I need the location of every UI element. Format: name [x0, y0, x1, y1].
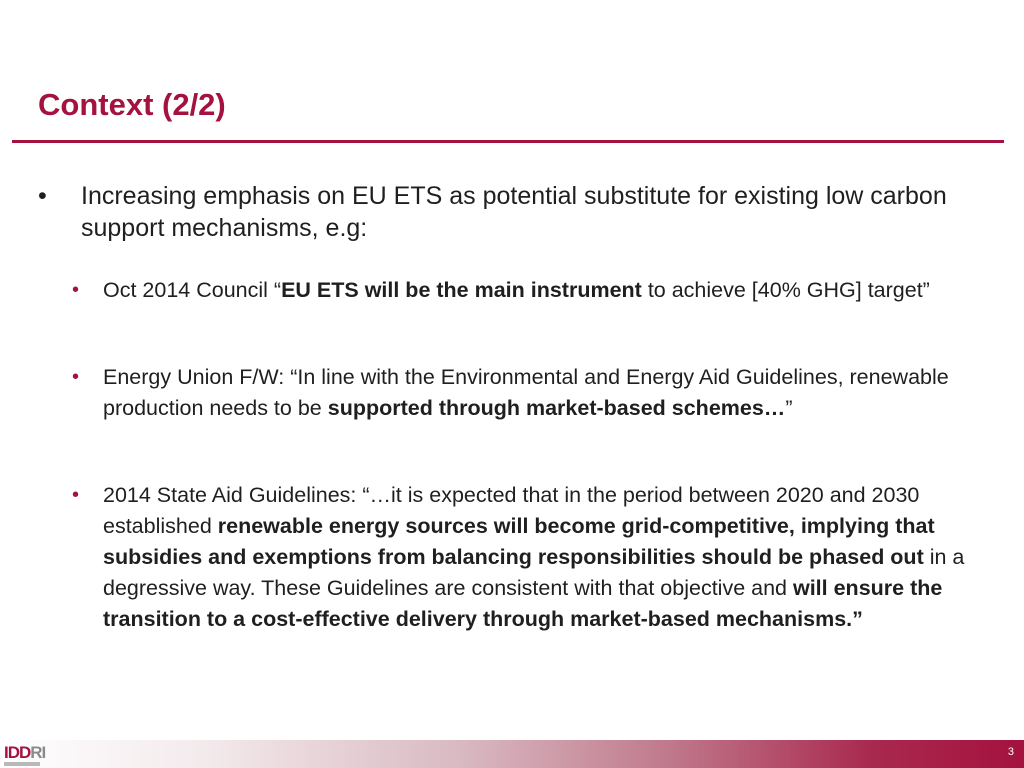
slide-title: Context (2/2)	[38, 87, 226, 122]
emphasis: will ensure the transition to a cost-effective delivery through market-based mechanisms.”	[103, 576, 943, 631]
main-bullet	[38, 180, 988, 244]
emphasis: EU ETS will be the main instrument	[281, 278, 642, 302]
emphasis: supported through market-based schemes…	[327, 396, 786, 420]
footer-bar	[0, 740, 1024, 768]
sub-bullet-marker: •	[72, 484, 80, 506]
bullet-marker: •	[38, 182, 47, 210]
sub-bullet-marker: •	[72, 279, 80, 301]
sub-bullet-energy-union	[72, 362, 972, 424]
sub-bullet-marker: •	[72, 366, 80, 388]
title-divider	[12, 140, 1004, 143]
sub-bullet-text: Energy Union F/W: “In line with the Environmental and Energy Aid Guidelines, renewable production needs to be supported through market-based schemes…”	[103, 365, 949, 420]
main-bullet-text: Increasing emphasis on EU ETS as potential substitute for existing low carbon support mechanisms, e.g:	[81, 182, 947, 242]
emphasis: renewable energy sources will become grid-competitive, implying that subsidies and exemptions from balancing responsibilities should be phased out	[103, 514, 935, 569]
sub-bullet-state-aid	[72, 480, 972, 635]
sub-bullet-text: Oct 2014 Council “EU ETS will be the main instrument to achieve [40% GHG] target”	[103, 278, 930, 302]
page-number: 3	[1007, 746, 1014, 758]
sub-bullet-text: 2014 State Aid Guidelines: “…it is expected that in the period between 2020 and 2030 established renewable energy sources will become grid-competitive, implying that subsidies and exemptions from balancing responsibilities should be phased out in a degressive way. These Guidelines are consistent with that objective and will ensure the transition to a cost-effective delivery through market-based mechanisms.”	[103, 483, 965, 631]
sub-bullet-council	[72, 275, 972, 306]
logo-tagline	[4, 762, 40, 766]
iddri-logo: IDDRI	[4, 743, 46, 762]
